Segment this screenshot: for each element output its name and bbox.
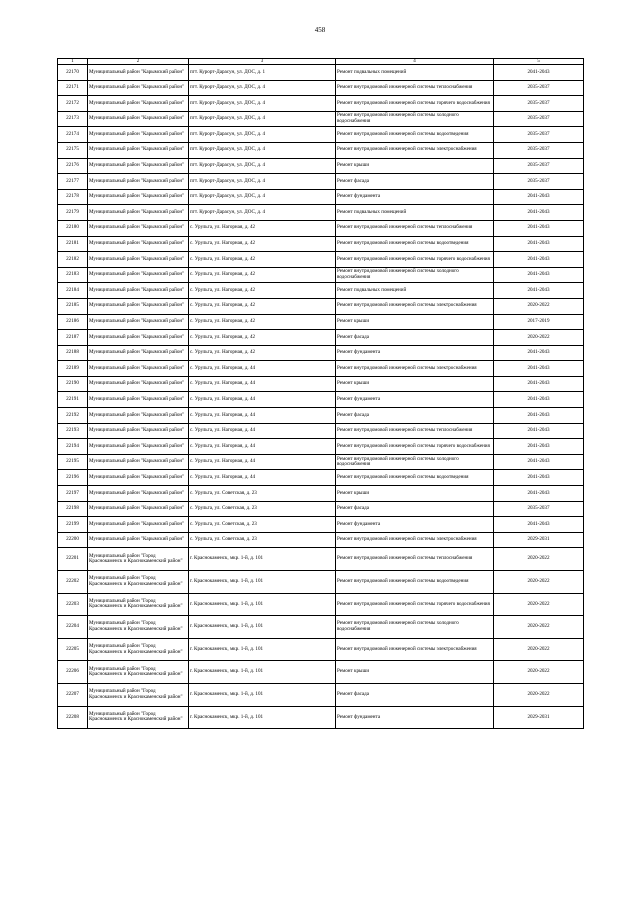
address-cell: с. Урульга, ул. Нагорная, д. 44: [189, 392, 336, 408]
table-row: [58, 454, 584, 470]
period-cell: 2029-2031: [494, 532, 584, 548]
row-number-cell: 22183: [58, 267, 88, 283]
address-cell: пгт. Курорт-Дарасун, ул. ДОС, д. 4: [189, 189, 336, 205]
row-number-cell: 22189: [58, 361, 88, 377]
address-cell: с. Урульга, ул. Нагорная, д. 44: [189, 470, 336, 486]
period-cell: 2041-2043: [494, 486, 584, 502]
period-cell: 2020-2022: [494, 683, 584, 706]
row-number-cell: 22173: [58, 111, 88, 127]
period-cell: 2035-2037: [494, 501, 584, 517]
address-cell: с. Урульга, ул. Нагорная, д. 44: [189, 454, 336, 470]
row-number-cell: 22207: [58, 683, 88, 706]
work-type-cell: Ремонт фасада: [336, 683, 494, 706]
address-cell: г. Краснокаменск, мкр. 1-й, д. 101: [189, 593, 336, 616]
address-cell: с. Урульга, ул. Нагорная, д. 42: [189, 283, 336, 299]
work-type-cell: Ремонт внутридомовой инженерной системы холодного водоснабжения: [336, 454, 494, 470]
row-number-cell: 22205: [58, 638, 88, 661]
row-number-cell: 22181: [58, 236, 88, 252]
row-number-cell: 22188: [58, 345, 88, 361]
period-cell: 2020-2022: [494, 593, 584, 616]
district-cell: Муниципальный район "Карымский район": [88, 80, 189, 96]
table-row: [58, 517, 584, 533]
address-cell: г. Краснокаменск, мкр. 1-й, д. 101: [189, 548, 336, 571]
address-cell: пгт. Курорт-Дарасун, ул. ДОС, д. 4: [189, 158, 336, 174]
address-cell: с. Урульга, ул. Нагорная, д. 42: [189, 236, 336, 252]
district-cell: Муниципальный район "Карымский район": [88, 174, 189, 190]
row-number-cell: 22197: [58, 486, 88, 502]
district-cell: Муниципальный район "Карымский район": [88, 361, 189, 377]
period-cell: 2035-2037: [494, 80, 584, 96]
row-number-cell: 22192: [58, 408, 88, 424]
period-cell: 2041-2043: [494, 517, 584, 533]
table-row: [58, 486, 584, 502]
row-number-cell: 22201: [58, 548, 88, 571]
row-number-cell: 22179: [58, 205, 88, 221]
work-type-cell: Ремонт фасада: [336, 330, 494, 346]
work-type-cell: Ремонт внутридомовой инженерной системы электроснабжения: [336, 142, 494, 158]
address-cell: с. Урульга, ул. Нагорная, д. 42: [189, 330, 336, 346]
table-row: [58, 80, 584, 96]
period-cell: 2035-2037: [494, 111, 584, 127]
work-type-cell: Ремонт внутридомовой инженерной системы водоотведения: [336, 236, 494, 252]
work-type-cell: Ремонт внутридомовой инженерной системы электроснабжения: [336, 361, 494, 377]
district-cell: Муниципальный район "Карымский район": [88, 252, 189, 268]
work-type-cell: Ремонт фундамента: [336, 706, 494, 729]
district-cell: Муниципальный район "Карымский район": [88, 392, 189, 408]
period-cell: 2020-2022: [494, 298, 584, 314]
table-row: [58, 111, 584, 127]
address-cell: г. Краснокаменск, мкр. 1-й, д. 101: [189, 683, 336, 706]
work-type-cell: Ремонт внутридомовой инженерной системы электроснабжения: [336, 298, 494, 314]
period-cell: 2041-2043: [494, 220, 584, 236]
period-cell: 2041-2043: [494, 439, 584, 455]
row-number-cell: 22191: [58, 392, 88, 408]
table-row: [58, 127, 584, 143]
work-type-cell: Ремонт внутридомовой инженерной системы горячего водоснабжения: [336, 593, 494, 616]
row-number-cell: 22172: [58, 96, 88, 112]
work-type-cell: Ремонт внутридомовой инженерной системы теплоснабжения: [336, 548, 494, 571]
period-cell: 2020-2022: [494, 548, 584, 571]
table-row: [58, 439, 584, 455]
row-number-cell: 22190: [58, 376, 88, 392]
table-row: [58, 220, 584, 236]
period-cell: 2017-2019: [494, 314, 584, 330]
work-type-cell: Ремонт внутридомовой инженерной системы холодного водоснабжения: [336, 111, 494, 127]
period-cell: 2020-2022: [494, 616, 584, 639]
table-row: [58, 330, 584, 346]
row-number-cell: 22196: [58, 470, 88, 486]
period-cell: 2035-2037: [494, 127, 584, 143]
work-type-cell: Ремонт внутридомовой инженерной системы горячего водоснабжения: [336, 439, 494, 455]
district-cell: Муниципальный район "Карымский район": [88, 486, 189, 502]
work-type-cell: Ремонт фасада: [336, 501, 494, 517]
table-row: [58, 593, 584, 616]
table-row: [58, 283, 584, 299]
work-type-cell: Ремонт крыши: [336, 314, 494, 330]
row-number-cell: 22170: [58, 65, 88, 81]
table-row: [58, 423, 584, 439]
address-cell: пгт. Курорт-Дарасун, ул. ДОС, д. 4: [189, 142, 336, 158]
period-cell: 2041-2043: [494, 236, 584, 252]
period-cell: 2041-2043: [494, 470, 584, 486]
table-row: [58, 706, 584, 729]
district-cell: Муниципальный район "Карымский район": [88, 376, 189, 392]
work-type-cell: Ремонт внутридомовой инженерной системы водоотведения: [336, 127, 494, 143]
table-row: [58, 345, 584, 361]
row-number-cell: 22203: [58, 593, 88, 616]
work-type-cell: Ремонт внутридомовой инженерной системы теплоснабжения: [336, 423, 494, 439]
table-row: [58, 532, 584, 548]
row-number-cell: 22204: [58, 616, 88, 639]
address-cell: с. Урульга, ул. Нагорная, д. 44: [189, 361, 336, 377]
address-cell: с. Урульга, ул. Нагорная, д. 42: [189, 220, 336, 236]
row-number-cell: 22202: [58, 571, 88, 594]
work-type-cell: Ремонт подвальных помещений: [336, 283, 494, 299]
work-type-cell: Ремонт крыши: [336, 661, 494, 684]
row-number-cell: 22194: [58, 439, 88, 455]
capital-repair-table: [57, 58, 584, 729]
period-cell: 2041-2043: [494, 454, 584, 470]
work-type-cell: Ремонт фундамента: [336, 392, 494, 408]
table-row: [58, 683, 584, 706]
period-cell: 2041-2043: [494, 376, 584, 392]
district-cell: Муниципальный район "Город Краснокаменск и Краснокаменский район": [88, 683, 189, 706]
address-cell: пгт. Курорт-Дарасун, ул. ДОС, д. 4: [189, 111, 336, 127]
district-cell: Муниципальный район "Город Краснокаменск и Краснокаменский район": [88, 571, 189, 594]
work-type-cell: Ремонт внутридомовой инженерной системы водоотведения: [336, 470, 494, 486]
period-cell: 2035-2037: [494, 158, 584, 174]
period-cell: 2041-2043: [494, 361, 584, 377]
table-row: [58, 470, 584, 486]
district-cell: Муниципальный район "Карымский район": [88, 236, 189, 252]
address-cell: с. Урульга, ул. Советская, д. 23: [189, 501, 336, 517]
address-cell: с. Урульга, ул. Советская, д. 23: [189, 517, 336, 533]
work-type-cell: Ремонт внутридомовой инженерной системы теплоснабжения: [336, 80, 494, 96]
period-cell: 2041-2043: [494, 423, 584, 439]
work-type-cell: Ремонт внутридомовой инженерной системы электроснабжения: [336, 532, 494, 548]
row-number-cell: 22198: [58, 501, 88, 517]
row-number-cell: 22187: [58, 330, 88, 346]
work-type-cell: Ремонт внутридомовой инженерной системы электроснабжения: [336, 638, 494, 661]
address-cell: пгт. Курорт-Дарасун, ул. ДОС, д. 4: [189, 205, 336, 221]
district-cell: Муниципальный район "Карымский район": [88, 330, 189, 346]
district-cell: Муниципальный район "Карымский район": [88, 96, 189, 112]
table-row: [58, 205, 584, 221]
period-cell: 2020-2022: [494, 661, 584, 684]
row-number-cell: 22171: [58, 80, 88, 96]
row-number-cell: 22200: [58, 532, 88, 548]
period-cell: 2041-2043: [494, 267, 584, 283]
work-type-cell: Ремонт фасада: [336, 174, 494, 190]
period-cell: 2041-2043: [494, 189, 584, 205]
district-cell: Муниципальный район "Карымский район": [88, 111, 189, 127]
row-number-cell: 22178: [58, 189, 88, 205]
district-cell: Муниципальный район "Карымский район": [88, 314, 189, 330]
district-cell: Муниципальный район "Карымский район": [88, 267, 189, 283]
period-cell: 2020-2022: [494, 571, 584, 594]
table-row: [58, 571, 584, 594]
page-number: 458: [314, 26, 326, 34]
row-number-cell: 22195: [58, 454, 88, 470]
district-cell: Муниципальный район "Город Краснокаменск и Краснокаменский район": [88, 616, 189, 639]
work-type-cell: Ремонт крыши: [336, 376, 494, 392]
period-cell: 2041-2043: [494, 345, 584, 361]
table-row: [58, 65, 584, 81]
address-cell: с. Урульга, ул. Нагорная, д. 42: [189, 298, 336, 314]
row-number-cell: 22176: [58, 158, 88, 174]
row-number-cell: 22206: [58, 661, 88, 684]
period-cell: 2041-2043: [494, 408, 584, 424]
district-cell: Муниципальный район "Город Краснокаменск и Краснокаменский район": [88, 548, 189, 571]
address-cell: г. Краснокаменск, мкр. 1-й, д. 101: [189, 661, 336, 684]
district-cell: Муниципальный район "Карымский район": [88, 298, 189, 314]
work-type-cell: Ремонт фундамента: [336, 189, 494, 205]
address-cell: г. Краснокаменск, мкр. 1-й, д. 101: [189, 616, 336, 639]
district-cell: Муниципальный район "Карымский район": [88, 470, 189, 486]
column-header: 1: [58, 59, 88, 65]
table-row: [58, 501, 584, 517]
address-cell: с. Урульга, ул. Нагорная, д. 42: [189, 267, 336, 283]
address-cell: с. Урульга, ул. Нагорная, д. 42: [189, 345, 336, 361]
address-cell: пгт. Курорт-Дарасун, ул. ДОС, д. 4: [189, 96, 336, 112]
district-cell: Муниципальный район "Город Краснокаменск и Краснокаменский район": [88, 638, 189, 661]
period-cell: 2020-2022: [494, 330, 584, 346]
district-cell: Муниципальный район "Город Краснокаменск и Краснокаменский район": [88, 706, 189, 729]
table-row: [58, 267, 584, 283]
address-cell: пгт. Курорт-Дарасун, ул. ДОС, д. 4: [189, 174, 336, 190]
address-cell: г. Краснокаменск, мкр. 1-й, д. 101: [189, 638, 336, 661]
work-type-cell: Ремонт внутридомовой инженерной системы водоотведения: [336, 571, 494, 594]
table-row: [58, 314, 584, 330]
district-cell: Муниципальный район "Карымский район": [88, 439, 189, 455]
work-type-cell: Ремонт фундамента: [336, 345, 494, 361]
address-cell: с. Урульга, ул. Советская, д. 23: [189, 532, 336, 548]
address-cell: с. Урульга, ул. Нагорная, д. 44: [189, 423, 336, 439]
row-number-cell: 22186: [58, 314, 88, 330]
table-row: [58, 236, 584, 252]
address-cell: с. Урульга, ул. Нагорная, д. 42: [189, 252, 336, 268]
column-header: 5: [494, 59, 584, 65]
address-cell: с. Урульга, ул. Нагорная, д. 44: [189, 376, 336, 392]
district-cell: Муниципальный район "Карымский район": [88, 454, 189, 470]
district-cell: Муниципальный район "Город Краснокаменск и Краснокаменский район": [88, 593, 189, 616]
table-row: [58, 616, 584, 639]
row-number-cell: 22174: [58, 127, 88, 143]
address-cell: с. Урульга, ул. Нагорная, д. 44: [189, 408, 336, 424]
row-number-cell: 22177: [58, 174, 88, 190]
district-cell: Муниципальный район "Карымский район": [88, 189, 189, 205]
table-row: [58, 361, 584, 377]
district-cell: Муниципальный район "Карымский район": [88, 65, 189, 81]
period-cell: 2029-2031: [494, 706, 584, 729]
work-type-cell: Ремонт подвальных помещений: [336, 65, 494, 81]
column-header: 3: [189, 59, 336, 65]
period-cell: 2041-2043: [494, 65, 584, 81]
district-cell: Муниципальный район "Карымский район": [88, 408, 189, 424]
address-cell: г. Краснокаменск, мкр. 1-й, д. 101: [189, 571, 336, 594]
work-type-cell: Ремонт внутридомовой инженерной системы теплоснабжения: [336, 220, 494, 236]
table-row: [58, 142, 584, 158]
work-type-cell: Ремонт крыши: [336, 158, 494, 174]
period-cell: 2041-2043: [494, 392, 584, 408]
table-row: [58, 408, 584, 424]
district-cell: Муниципальный район "Карымский район": [88, 517, 189, 533]
district-cell: Муниципальный район "Карымский район": [88, 142, 189, 158]
period-cell: 2035-2037: [494, 142, 584, 158]
period-cell: 2041-2043: [494, 205, 584, 221]
district-cell: Муниципальный район "Карымский район": [88, 127, 189, 143]
work-type-cell: Ремонт внутридомовой инженерной системы горячего водоснабжения: [336, 96, 494, 112]
period-cell: 2041-2043: [494, 283, 584, 299]
row-number-cell: 22180: [58, 220, 88, 236]
table-row: [58, 661, 584, 684]
table-row: [58, 96, 584, 112]
table-row: [58, 189, 584, 205]
row-number-cell: 22208: [58, 706, 88, 729]
district-cell: Муниципальный район "Карымский район": [88, 532, 189, 548]
table-row: [58, 638, 584, 661]
work-type-cell: Ремонт крыши: [336, 486, 494, 502]
work-type-cell: Ремонт подвальных помещений: [336, 205, 494, 221]
table-row: [58, 298, 584, 314]
district-cell: Муниципальный район "Карымский район": [88, 220, 189, 236]
row-number-cell: 22185: [58, 298, 88, 314]
work-type-cell: Ремонт фундамента: [336, 517, 494, 533]
work-type-cell: Ремонт внутридомовой инженерной системы холодного водоснабжения: [336, 267, 494, 283]
row-number-cell: 22193: [58, 423, 88, 439]
district-cell: Муниципальный район "Город Краснокаменск и Краснокаменский район": [88, 661, 189, 684]
district-cell: Муниципальный район "Карымский район": [88, 158, 189, 174]
period-cell: 2020-2022: [494, 638, 584, 661]
column-header: 4: [336, 59, 494, 65]
district-cell: Муниципальный район "Карымский район": [88, 205, 189, 221]
district-cell: Муниципальный район "Карымский район": [88, 501, 189, 517]
work-type-cell: Ремонт внутридомовой инженерной системы горячего водоснабжения: [336, 252, 494, 268]
table-row: [58, 174, 584, 190]
table-row: [58, 158, 584, 174]
address-cell: пгт. Курорт-Дарасун, ул. ДОС, д. 4: [189, 80, 336, 96]
row-number-cell: 22199: [58, 517, 88, 533]
address-cell: с. Урульга, ул. Нагорная, д. 44: [189, 439, 336, 455]
work-type-cell: Ремонт фасада: [336, 408, 494, 424]
address-cell: г. Краснокаменск, мкр. 1-й, д. 101: [189, 706, 336, 729]
period-cell: 2035-2037: [494, 174, 584, 190]
address-cell: пгт. Курорт-Дарасун, ул. ДОС, д. 4: [189, 127, 336, 143]
row-number-cell: 22182: [58, 252, 88, 268]
address-cell: пгт. Курорт-Дарасун, ул. ДОС, д. 1: [189, 65, 336, 81]
address-cell: с. Урульга, ул. Нагорная, д. 42: [189, 314, 336, 330]
row-number-cell: 22184: [58, 283, 88, 299]
address-cell: с. Урульга, ул. Советская, д. 23: [189, 486, 336, 502]
table-row: [58, 548, 584, 571]
district-cell: Муниципальный район "Карымский район": [88, 345, 189, 361]
table-row: [58, 376, 584, 392]
table-row: [58, 392, 584, 408]
column-header: 2: [88, 59, 189, 65]
row-number-cell: 22175: [58, 142, 88, 158]
table-row: [58, 252, 584, 268]
work-type-cell: Ремонт внутридомовой инженерной системы холодного водоснабжения: [336, 616, 494, 639]
district-cell: Муниципальный район "Карымский район": [88, 423, 189, 439]
period-cell: 2041-2043: [494, 252, 584, 268]
district-cell: Муниципальный район "Карымский район": [88, 283, 189, 299]
period-cell: 2035-2037: [494, 96, 584, 112]
